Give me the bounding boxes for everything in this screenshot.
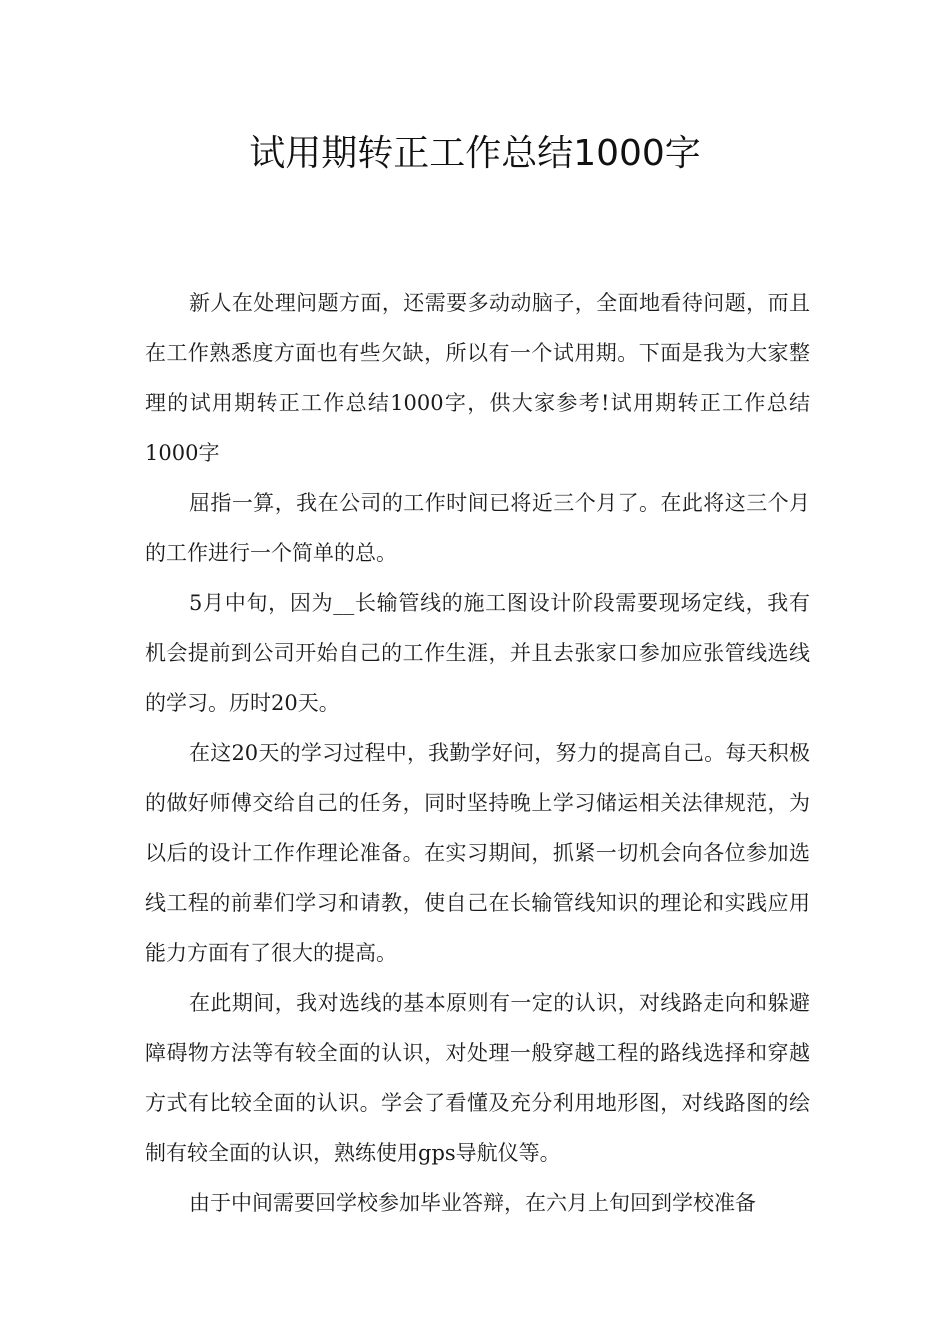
document-body <box>145 278 810 1228</box>
paragraph-graduation: 由于中间需要回学校参加毕业答辩，在六月上旬回到学校准备 <box>189 1191 756 1215</box>
paragraph-route-selection: 在此期间，我对选线的基本原则有一定的认识，对线路走向和躲避障碍物方法等有较全面的认识，对处理一般穿越工程的路线选择和穿越方式有比较全面的认识。学会了看懂及充分利用地形图，对线路图的绘制有较全面的认识，熟练使用gps导航仪等。 <box>145 991 810 1165</box>
paragraph-may: 5月中旬，因为__长输管线的施工图设计阶段需要现场定线，我有机会提前到公司开始自己的工作生涯，并且去张家口参加应张管线选线的学习。历时20天。 <box>145 591 810 715</box>
paragraph-twenty-days: 在这20天的学习过程中，我勤学好问，努力的提高自己。每天积极的做好师傅交给自己的任务，同时坚持晚上学习储运相关法律规范，为以后的设计工作作理论准备。在实习期间，抓紧一切机会向各位参加选线工程的前辈们学习和请教，使自己在长输管线知识的理论和实践应用能力方面有了很大的提高。 <box>145 741 810 965</box>
document-title: 试用期转正工作总结1000字 <box>249 133 701 174</box>
paragraph-intro: 新人在处理问题方面，还需要多动动脑子，全面地看待问题，而且在工作熟悉度方面也有些欠缺，所以有一个试用期。下面是我为大家整理的试用期转正工作总结1000字，供大家参考!试用期转正工作总结1000字 <box>145 291 810 465</box>
paragraph-three-months: 屈指一算，我在公司的工作时间已将近三个月了。在此将这三个月的工作进行一个简单的总。 <box>145 491 810 565</box>
